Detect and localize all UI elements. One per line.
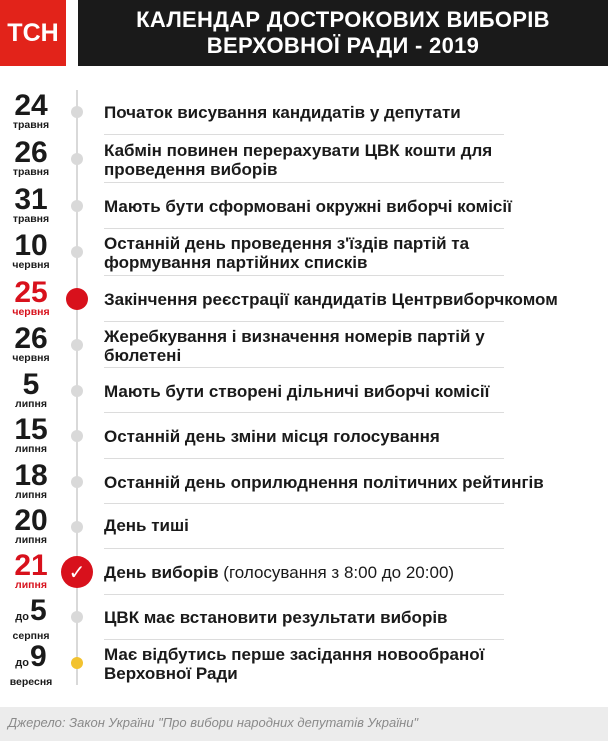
tsn-logo: [0, 0, 66, 66]
event-text: ЦВК має встановити результати виборів: [104, 608, 448, 627]
event-month: серпня: [12, 630, 50, 642]
event-text: День тиші: [104, 516, 189, 535]
event-text: Початок висування кандидатів у депутати: [104, 103, 461, 122]
event-day: 25: [14, 276, 48, 309]
header: [0, 0, 608, 66]
event-month: червня: [12, 352, 50, 364]
timeline-row: [0, 229, 608, 277]
row-divider: [104, 548, 504, 549]
timeline-row: [0, 368, 608, 416]
event-day: 5: [22, 368, 40, 401]
timeline-row-highlighted: [0, 276, 608, 324]
timeline-row: [0, 413, 608, 461]
timeline-row: [0, 594, 608, 642]
event-date: [0, 549, 62, 591]
timeline-dot-final: [71, 657, 83, 669]
event-text: [104, 234, 604, 272]
event-month: липня: [15, 398, 47, 410]
event-month: червня: [12, 306, 50, 318]
event-date: [0, 594, 62, 642]
event-text-line2: Верховної Ради: [104, 664, 238, 683]
event-month: липня: [15, 579, 47, 591]
event-day: 24: [14, 89, 48, 122]
row-divider: [104, 182, 504, 183]
check-icon: ✓: [61, 556, 93, 588]
event-date: [0, 136, 62, 178]
event-day: 5: [30, 594, 47, 627]
timeline-row: [0, 322, 608, 370]
timeline-dot: [71, 200, 83, 212]
event-text: [104, 645, 604, 683]
event-day: 18: [14, 459, 48, 492]
event-month: червня: [12, 259, 50, 271]
event-month: травня: [12, 213, 50, 225]
title-box: [78, 0, 608, 66]
row-divider: [104, 594, 504, 595]
event-day: 10: [14, 229, 48, 262]
event-month: вересня: [9, 676, 53, 688]
event-month: липня: [15, 534, 47, 546]
event-day: 26: [14, 136, 48, 169]
row-divider: [104, 275, 504, 276]
source-text: Джерело: Закон України "Про вибори народних депутатів України": [8, 715, 419, 730]
event-day: 15: [14, 413, 48, 446]
event-text: [104, 563, 604, 582]
event-text-line1: Кабмін повинен перерахувати ЦВК кошти для: [104, 141, 493, 160]
event-day: 21: [14, 549, 48, 582]
event-date: [0, 89, 62, 131]
event-day: 9: [30, 640, 47, 673]
event-text: Останній день зміни місця голосування: [104, 427, 440, 446]
row-divider: [104, 639, 504, 640]
event-day: 31: [14, 183, 48, 216]
event-text-note: (голосування з 8:00 до 20:00): [223, 563, 455, 582]
event-month: травня: [12, 119, 50, 131]
source-footer: [0, 707, 608, 741]
event-month: травня: [12, 166, 50, 178]
timeline-row: [0, 459, 608, 507]
timeline-dot: [71, 476, 83, 488]
event-month: липня: [15, 443, 47, 455]
event-prefix: до: [15, 657, 29, 669]
timeline-dot: [71, 521, 83, 533]
timeline-row: [0, 504, 608, 552]
timeline-row: [0, 183, 608, 231]
row-divider: [104, 412, 504, 413]
event-date: [0, 183, 62, 225]
timeline-dot: [71, 106, 83, 118]
timeline-dot: [71, 339, 83, 351]
event-text: Останній день оприлюднення політичних рейтингів: [104, 473, 544, 492]
timeline-dot: [71, 246, 83, 258]
event-day: 26: [14, 322, 48, 355]
timeline-row: [0, 640, 608, 688]
event-text: Мають бути створені дільничі виборчі комісії: [104, 382, 490, 401]
row-divider: [104, 503, 504, 504]
event-text-line2: бюлетені: [104, 346, 182, 365]
event-text-line1: Останній день проведення з'їздів партій та: [104, 234, 470, 253]
event-text: Мають бути сформовані окружні виборчі комісії: [104, 197, 512, 216]
row-divider: [104, 321, 504, 322]
event-text: [104, 141, 604, 179]
event-text-line2: проведення виборів: [104, 160, 278, 179]
timeline-dot: [71, 430, 83, 442]
event-text: [104, 327, 604, 365]
event-text-line1: Має відбутись перше засідання новообраної: [104, 645, 485, 664]
event-date: [0, 504, 62, 546]
event-date: [0, 368, 62, 410]
event-text-line2: формування партійних списків: [104, 253, 368, 272]
timeline-row: [0, 89, 608, 137]
event-text-bold: День виборів: [104, 563, 219, 582]
event-day: 20: [14, 504, 48, 537]
timeline-dot-highlight: [66, 288, 88, 310]
row-divider: [104, 134, 504, 135]
row-divider: [104, 458, 504, 459]
event-date: [0, 640, 62, 688]
page-title-line2: ВЕРХОВНОЇ РАДИ - 2019: [206, 33, 480, 58]
timeline-dot: [71, 385, 83, 397]
event-text-line1: Жеребкування і визначення номерів партій у: [104, 327, 485, 346]
timeline-row: [0, 136, 608, 184]
logo-text: ТСН: [7, 18, 59, 47]
row-divider: [104, 228, 504, 229]
event-text: Закінчення реєстрації кандидатів Центрвиборчкомом: [104, 290, 558, 309]
timeline-dot: [71, 153, 83, 165]
timeline-row-highlighted: [0, 549, 608, 597]
event-date: [0, 276, 62, 318]
event-month: липня: [15, 489, 47, 501]
page-title-line1: КАЛЕНДАР ДОСТРОКОВИХ ВИБОРІВ: [136, 7, 550, 32]
event-date: [0, 413, 62, 455]
timeline-dot: [71, 611, 83, 623]
event-date: [0, 322, 62, 364]
event-date: [0, 229, 62, 271]
event-prefix: до: [15, 611, 29, 623]
event-date: [0, 459, 62, 501]
row-divider: [104, 367, 504, 368]
